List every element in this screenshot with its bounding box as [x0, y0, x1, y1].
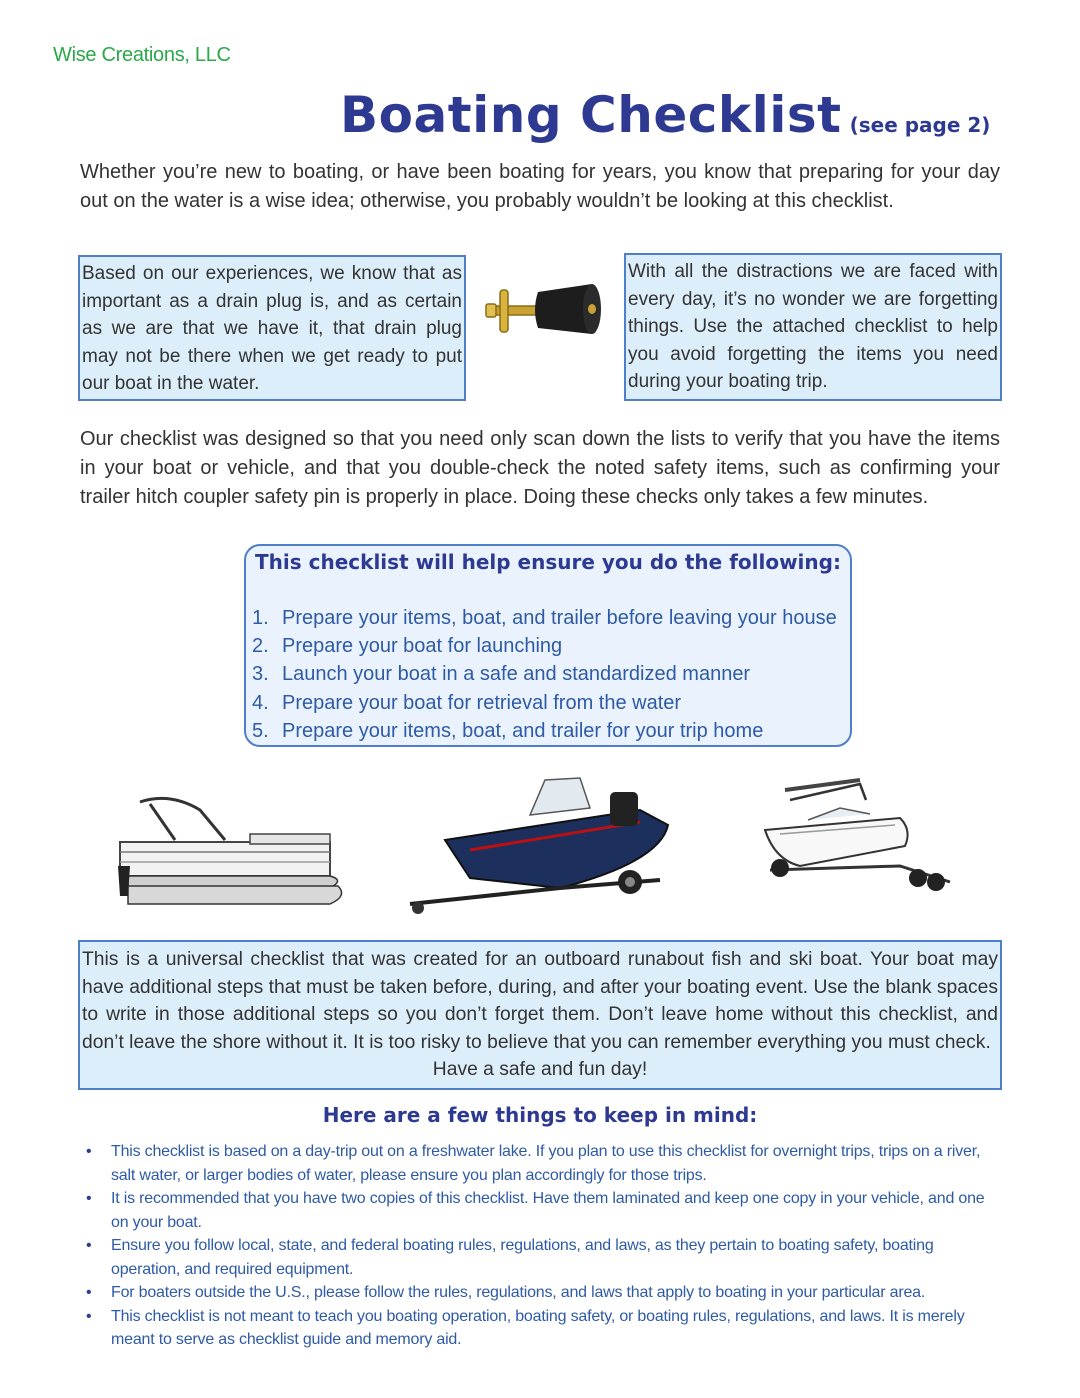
closing-line: Have a safe and fun day! [432, 1059, 648, 1080]
intro-paragraph: Whether you’re new to boating, or have been boating for years, you know that preparing for your day out on the water is a wise idea; otherwise, you probably wouldn’t be looking at this checklist. [80, 161, 1000, 212]
list-item: • This checklist is based on a day-trip out on a freshwater lake. If you plan to use this checklist for overnight trips, trips on a river, salt water, or larger bodies of water, please ensure you plan accordingly for those trips. [86, 1140, 1001, 1187]
list-item: 5. Prepare your items, boat, and trailer for your trip home [252, 719, 764, 742]
drain-plug-note: Based on our experiences, we know that as important as a drain plug is, and as certain as we are that we have it, that drain plug may not be there when we get ready to put our boat in the water. [78, 255, 466, 401]
checklist-design-paragraph: Our checklist was designed so that you need only scan down the lists to verify that you have the items in your boat or vehicle, and that you double-check the noted safety items, such as confirming your trailer hitch coupler safety pin is properly in place. Doing these checks only takes a few minutes. [80, 428, 1000, 508]
list-item: 1. Prepare your items, boat, and trailer before leaving your house [252, 607, 837, 629]
drain-plug-brass [486, 290, 540, 332]
list-item: • Ensure you follow local, state, and federal boating rules, regulations, and laws, as they pertain to boating safety, boating operation, and required equipment. [86, 1234, 1001, 1281]
drain-plug-image [480, 276, 612, 346]
boat-images [0, 770, 1080, 930]
page-title: Boating Checklist [340, 86, 842, 144]
company-name: Wise Creations, LLC [53, 44, 231, 66]
help-box-title: This checklist will help ensure you do the following: [255, 550, 841, 574]
keep-in-mind-list [86, 1140, 1001, 1352]
drain-plug-rubber [535, 284, 601, 334]
title-block [340, 86, 990, 144]
bowrider-boat-image [765, 780, 950, 891]
distractions-note: With all the distractions we are faced with every day, it’s no wonder we are forgetting things. Use the attached checklist to help you avoid forgetting the items you need during your boating trip. [624, 253, 1002, 401]
list-item: • This checklist is not meant to teach you boating operation, boating safety, or boating rules, regulations, and laws. It is merely meant to serve as checklist guide and memory aid. [86, 1305, 1001, 1352]
help-steps-list [252, 604, 837, 745]
pontoon-boat-image [118, 798, 342, 904]
keep-in-mind-title: Here are a few things to keep in mind: [322, 1103, 758, 1127]
universal-checklist-note [78, 940, 1002, 1090]
list-item: 2. Prepare your boat for launching [252, 635, 563, 658]
title-note: (see page 2) [849, 113, 991, 137]
universal-checklist-text: This is a universal checklist that was created for an outboard runabout fish and ski boat. Your boat may have additional steps that must be taken before, during, and after your boating event. Use the blank spaces to write in those additional steps so you don’t forget them. Don’t leave home without this checklist, and don’t leave the shore without it. It is too risky to believe that you can remember everything you must check. [82, 949, 998, 1053]
help-box [244, 544, 852, 747]
list-item: 4. Prepare your boat for retrieval from the water [252, 691, 682, 714]
list-item: • For boaters outside the U.S., please follow the rules, regulations, and laws that apply to boating in your particular area. [86, 1281, 1001, 1305]
list-item: • It is recommended that you have two copies of this checklist. Have them laminated and keep one copy in your vehicle, and one on your boat. [86, 1187, 1001, 1234]
list-item: 3. Launch your boat in a safe and standardized manner [252, 663, 751, 686]
fishing-boat-image [410, 778, 668, 914]
